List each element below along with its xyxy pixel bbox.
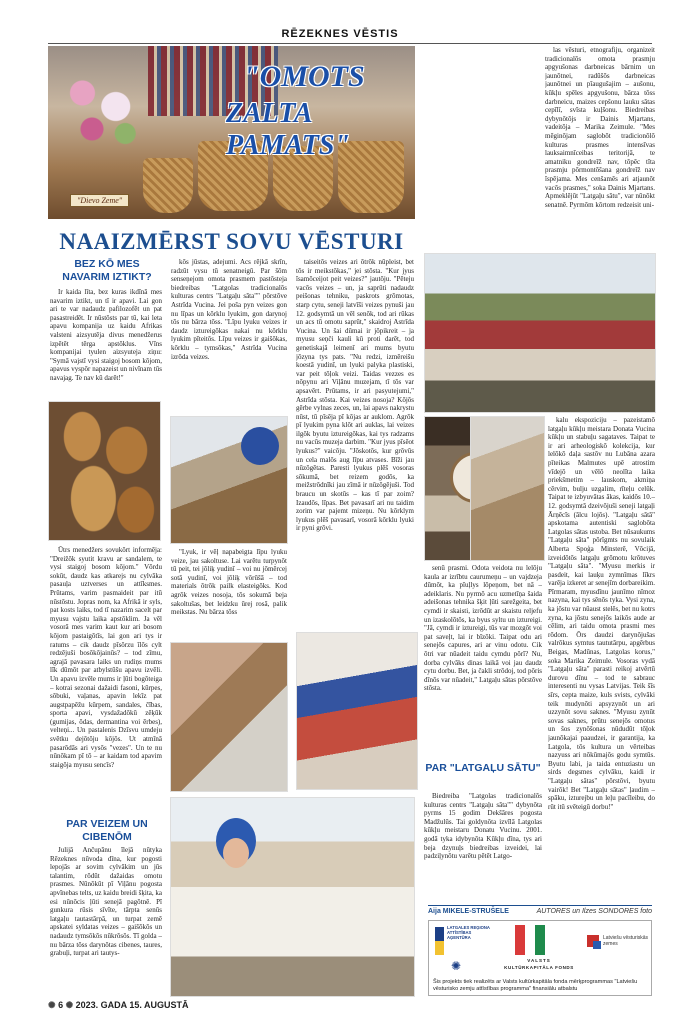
page-number: 6 — [58, 1000, 64, 1010]
vkkf-logo — [497, 925, 581, 977]
col3b-body-text2: Biedreiba "Latgolas tradicionalōs kulturas centrs "Latgaļu sāta"" dybynōta pyrms 15 godim Dekšāres pogosta Madžulūs. Tai goldynōta izvīlā Latgolas kūkļu meistaru Donatu Vucinu. 2001. godā tyka idybynōta Kūkļu dīna, tys ari beja dzynuļs biedreibas izveidei, lai padziļynōtu varētu pētēt Latgo- — [424, 792, 542, 861]
subhead-latgalu-sata: PAR "LATGAĻU SĀTU" — [425, 762, 541, 774]
col4-mid-text: kalu ekspoziciju – pazeistamō latgaļu kūkļu meistara Donata Vucina kūkļu un stabuļu sagataves. Taipat te ir ari arheologiskō kolekcija, kur lelōkō daļa sastōv nu Lubāna azara pīteikas Malmutes upē atrostim vīdejō un vēlō neolīta laika priekšmetim – lauskom, akmiņa cērvim, bulju uzgalim, rīteļu celūk. Taipat te izbyuvātas ākas, kaidōs 10.–12. godsymtā dzeivōjuši seneji latgaļi Ārņēcīs (ālcu lojōs). "Latgaļu sātā" apskotama autentiski saglobōta Latgolas sātas ustoba. Bet nūsaukums "Latgaļu sāta" pōrīgmts nu sovulaik Alberta Spoģa Minsterē, Vōcijā, izveidōtōs latgaļu grōmotu krōtuves "Latgaļu sāta". "Myusu merkis ir pasdeit, kai lauķu zymnīmas līkrs varēja izkeret ar senejīm dorbareikim. Pīrmaram, myusdīnu jaunīmo nīmoz nazyna, kai tys sēnōs tyka. Vysi zyna, ka jōstu var nūaust stelēs, bet nu kotrs zyna, ka jōstu senejōs laikōs aude ar cēlim, ari taidu omota prasmi mes rōdom. Ōrs daudzi darynōjušas valrōkus symtus taututārpu, apgērbus Beigas, Madūnas, Latgolas korus," soka Marika Zeimule. Vosoras vydā "Latgaļu sāta" parasti reikoj atvērtū durovu dīnu – tod te sabrauc interesenti nu vysas Latvijas. Teik šīs sīrs, cepta maize, kuls svists, cylvāki teik mudynōti apsyzynōt un ari uzzynōt sovu saknes. "Myusu zynūt sovas saknes, prūtu senejōs omotus un šos zynōšonas nūdudūt tōļok jaunōkajai paaudzei, ir garantija, ka Latgola, tōs kultura un vērteibas nazyuss ari nōkūmajōs godu symtūs. Byutu labi, ja taida entuziastu un sirds degsmes cylvāku, kaidi ir "Latgaļu sātas" pōrstōvi, byutu vairōk! Bet "Latgaļu sātas" ļaudim – spāku, izturejbu un leļu pacīleibu, do rūt itū svēteigū dorbu!" — [548, 416, 655, 811]
star-icon: ✺ — [451, 959, 462, 973]
sun-icon: ✺ — [65, 1000, 74, 1010]
col3b-body-text: senū prasmi. Odota veidota nu lelōju kaula ar izrībtu caurumeņu – un vajdzeja dūmōt, ka pīuļlys lōpeņom, bet nā – adeiklaris. Nu pyrmō acu uzmetīņa šaida adeišonas tehnika šķit ļūti sarežgeita, bet cymdi ir skaisti, izrōdūt ar skaistu reljefu un izaskolōtōs, ka byus syltu un iztureigi. "Jā, cymdi ir iztureigi, tūs var mozgōt voi pat saveļt, lai ir bīzōki. Taipat odu ari senejōs capures, ari ar vinu odotu. Cik ōtri var nūadeit taidu cymdu pōrī? Nu, dorba cylvāks dinas laikā voi jau daudz cytu dorbu. Bet, ja čakli strōdoj, tod pōris dīnōs var nūadeit," Latgaļu sātas pōrstōve stōsta. — [424, 564, 542, 693]
photo-knitter — [296, 632, 418, 790]
photo-hands — [170, 642, 288, 792]
col1-intro — [50, 288, 162, 400]
col3b-text — [424, 564, 542, 754]
hero-photo — [48, 46, 415, 219]
hero-title-line1: "OMOTS — [243, 60, 365, 93]
subhead-veizes: PAR VEIZEM UN CIBENŌM — [66, 818, 148, 843]
col1-body2 — [50, 846, 162, 994]
subhead-apavi: BEZ KŌ MES NAVARIM IZTIKT? — [62, 258, 152, 283]
photo-group — [424, 253, 656, 413]
vkkf-text-b: KULTŪRKAPITĀLA FONDS — [504, 965, 574, 970]
col3b-body — [424, 792, 542, 904]
col1-body — [50, 546, 162, 816]
sponsor-box — [428, 920, 652, 996]
square-icon — [593, 941, 601, 949]
col4-top-text: las vēsturi, etnografiju, organizeit tradicionalōs omota prasmju apgyušonas darbneicas bārnim un jaunōtnei, radūšōs darbneicas jaunōtnei un pīaugušajim – aušonu, kūkļu spēles apgyušonu, bārza tōss darbneicu, maizes cepšonu lauku sātas cepīlī, svīsta kuļšonu. Biedreibas dybynōtōjs ir Dainis Mjartans, vadeitōja – Marika Zeimule. "Mes mēginōjam saglobōt tradicionōlō kulturas prasmes intensīvas lauksaimnīceibas teritorijā, te amatniku gondreīž nav, tōpēc tīta prasmju pōrmontōšana gondreīž nav īspējama. Mes cenšamēs ari atjaunōt vacōs prasmes," soka Dainis Mjartans. Apmeklējūt "Latgaļu sātu", var nūnōkt senatnē. Pyrmōm kōrtom redzeisit uni- — [545, 46, 655, 209]
credit-author: Aija MIKELE-STRUŠELE — [428, 908, 509, 915]
col2-bottom — [171, 548, 287, 642]
photo-baskets — [48, 401, 161, 541]
hero-sign: "Dievo Zeme" — [70, 194, 129, 207]
photo-crafts — [470, 416, 545, 561]
credit-role: AUTORES un Ilzes SONDORES foto — [536, 908, 652, 915]
col1-body-text: Ūtrs menedžers sovukōrt informēja: "Dreižōk syutit kravu ar sandalem, te vysi staigoj bosom kōjom." Vōrdu sokūt, daudz kas atkarejs nu cylvāka pasauļa uztverses un attīksmes. Prūtams, varim pasmaideit par itū nūstōstu. Jopras nom, ka Afrikā ir syls, pat kosts laiks, tod tī nazarim sacelt par myusu vajstu laika apstōklim. Ja vēl vosorā mes varim kaut kur ari bosom kōjom pastaigōtīs, lai gon ari tys ir ratums – cik daudz pīsōrzu īlōs cylt redzējuši bosōkōjainūs? – tod zīmu, agrajā pavasara laiks un rudiņs mums līk dūmōt par atbylstūšu apavu izvēli. Un apavu izvēle mums ir ļūti bogōteiga – kotrai sezonai dažaidi fasoni, kūrpes, sōbuki, vaļanas, apavin lekīz pat augstpapēžu kūrpem, sandales, čības, sporta apavi, vysdažadōkū zēķūk (gumijas, ōdas, dermantina voi ērbes), velteņi... Un pastalenis Dzīsvu umdeju svētku dejōtōju kōjōs. Ut atmīnā pasarōdās ari vysōs "vezes". Un te nu nūnōkam pī tō – ar kaidam tod apavim staigōja myusu sencīs? — [50, 546, 162, 769]
vkkf-mark-icon — [515, 925, 545, 955]
col2-bottom-text: "Lyuk, ir vēļ napabeigta līpu lyuku veize, jau sakoltuse. Lai varētu turpynōt tū peit, tei jōliķ yudinī – voi nu jōmērcej sotā yudinī, voi jōliķ vōrūšā – tod materials ōtrōk pailk elasteigōks. Kod agrōk veizes nosoja, tōs sokumā beja sakoltušas, bet leidzku ūrej rosā, palik meikstas. Nu bārza tōss — [171, 548, 287, 617]
col3-top — [296, 258, 414, 628]
credit-bar — [428, 905, 652, 917]
col4-top — [545, 46, 655, 251]
col1-body2-text: Julijā Ančupānu īlejā nūtyka Rēzeknes nūvoda dīna, kur pogosti lepojās ar sovim cylvākim un jūs talantim, rōdūt dažaidas omotu prasmes. Nūnōkūt pī Viļānu pogosta apvīnebas telts, uz kaidu breidi šķita, ka esi nūnōcis ļūti senejā pagōtnē. Pī gunkura rūsis sīvīte, tārpta senūs latgaļu tautastārpā, un turpat zemē apskatei syldatas veizes – gaišōkōs un nadaudz tymsōkōs nūkrōsōs. Tī golda – nu bārza tōss darynōtas cibenes, taures, grabuļi, turpat ari tautys- — [50, 846, 162, 958]
col3-top-text: taiseitōs veizes ari ōtrōk nūpleist, bet tōs ir meikstōkas," jei stōsta. "Kur jyus īsamōceijot peit veizes?" jautōju. "Pēteju vacōs veizes – un, ja saprūti nadaudz peišonas tehniku, paskrots grōmotas, starp cytu, seneji latvīši veizes pynuši jau 12. godsymtā un vēl senōk, tod ari rūkas un acs tū omotu saprūt," skaidroj Astrīda Vucina. Un šai dūmai ir jōpikreit – ja myusu seņči kauli kū proti darēt, tod genetiskajā leimenī ari mums byutu jōzyna tys pats. "Nu redzi, izmēreišu koestā yudinī, un lyuki palyka plastiski, var peit tōļok veizi. Taidas vezzes es nōpynu ari Viļānu muzejam, tī tōs var apsavērt. Prūtams, ir ari pasyutejumi," Astrīda stōsta. Kai veizes nosoja? Kōjōs gērbe vylnas zeces, un, lai apavs nakrystu nūst, tū pīsēja pī kōjas ar auklom. Agrōk pī lyukim pyna klōt ari auklas, lai veizes ilgōk byutu iztureigōkas, kai tys radzams nu vacūs muzeja darbim. "Kur jyus pīsēot lyukus?" vaicōju. "Jōskotōs, kur grōvūs un cela malōs aug līpu atvases. Bīži jau nūzōgētas. Paresti lyukus plēš vosoras sōkumā, bet reizem godōs, ka meižstrōdnīki jau zīmā ir nūzōgējuši. Tod braucu un skotūs – kas tī par zoim? Izaudōs, līpas. Bet pavasarī ari nu taidim zorim var pajemt mizeņu. Nu kōrklym lyukus plēš pavasarī, vosorā kōrklu lyuki ir pyni grōvi. — [296, 258, 414, 533]
flag-icon — [435, 927, 444, 955]
latgale-agency-logo — [433, 925, 491, 977]
col2-top-text: kōs jūstas, adejumi. Acs rējkā skrīn, radzūt vysu tū senatneigū. Par šōm senseņejom omota prasmem pastōsteja biedreibas "Latgolas tradicionalōs kulturas centrs "Latgaļu sāta"" pōrstōve Astrīda Vucina. Jei poša pyn veizes gon nu līpas un kōrklu lyukim, gon darynoj tōs nu bārza tōss. "Līpu lyuku veizes ir daudz iztureigōkas nakai nu kōrklu lyukim pīteitōs. Līpu veizes ir gaišōkas, kōrklu – tymsōkas," Astrīda Vucina izrōda veizes. — [171, 258, 287, 361]
hero-title-line2: ZALTA PAMATS" — [226, 98, 350, 161]
flowers-decoration — [54, 66, 149, 156]
issue-date: 2023. GADA 15. AUGUSTĀ — [75, 1000, 189, 1010]
photo-weaver — [170, 416, 288, 544]
basket — [143, 158, 193, 213]
masthead-rule — [48, 43, 652, 44]
vkkf-text-a: VALSTS — [527, 958, 551, 963]
col4-mid — [548, 416, 655, 902]
headline: NAAIZMĒRST SOVU VĒSTURI — [59, 229, 404, 254]
col1-intro-text: Ir kaida līta, bez kuras ikdīnā mes navarim iztikt, un tī ir apavi. Lai gon ari te var nadaudz pafilozofēt un pat pasastreidēt. Ir nūstōsts par tū, kai leta apavu kompanija uz kaidu Afrikas valsteni aizsyutēja divus menedžerus izpētēt tērga apstōklus. Vīns kompanijai tyulen aizsyuteja ziņu: "Symā vajstī vysi staigoj bosom kōjom, apavus vyspōr napazeist un nivīnam tūs navajag. Te nav kū darēt!" — [50, 288, 162, 382]
sun-icon: ✺ — [48, 1000, 56, 1010]
historical-lands-text: Latviešu vēsturiskās zemes — [603, 935, 649, 947]
photo-woman-portrait — [170, 797, 415, 997]
sponsor-note: Šis projekts tiek realizēts ar Valsts kultūrkapitāla fonda mērķprogrammas "Latviešu vēsturisko zemju attīstības programma" finansiālu atbalstu — [433, 979, 638, 992]
masthead: RĒZEKNES VĒSTIS — [281, 28, 399, 40]
page-footer — [48, 1000, 248, 1011]
historical-lands-logo — [587, 935, 649, 967]
latgale-agency-text: LATGALES REĢIONA ATTĪSTĪBAS AĢENTŪRA — [447, 925, 490, 940]
col2-top — [171, 258, 287, 414]
